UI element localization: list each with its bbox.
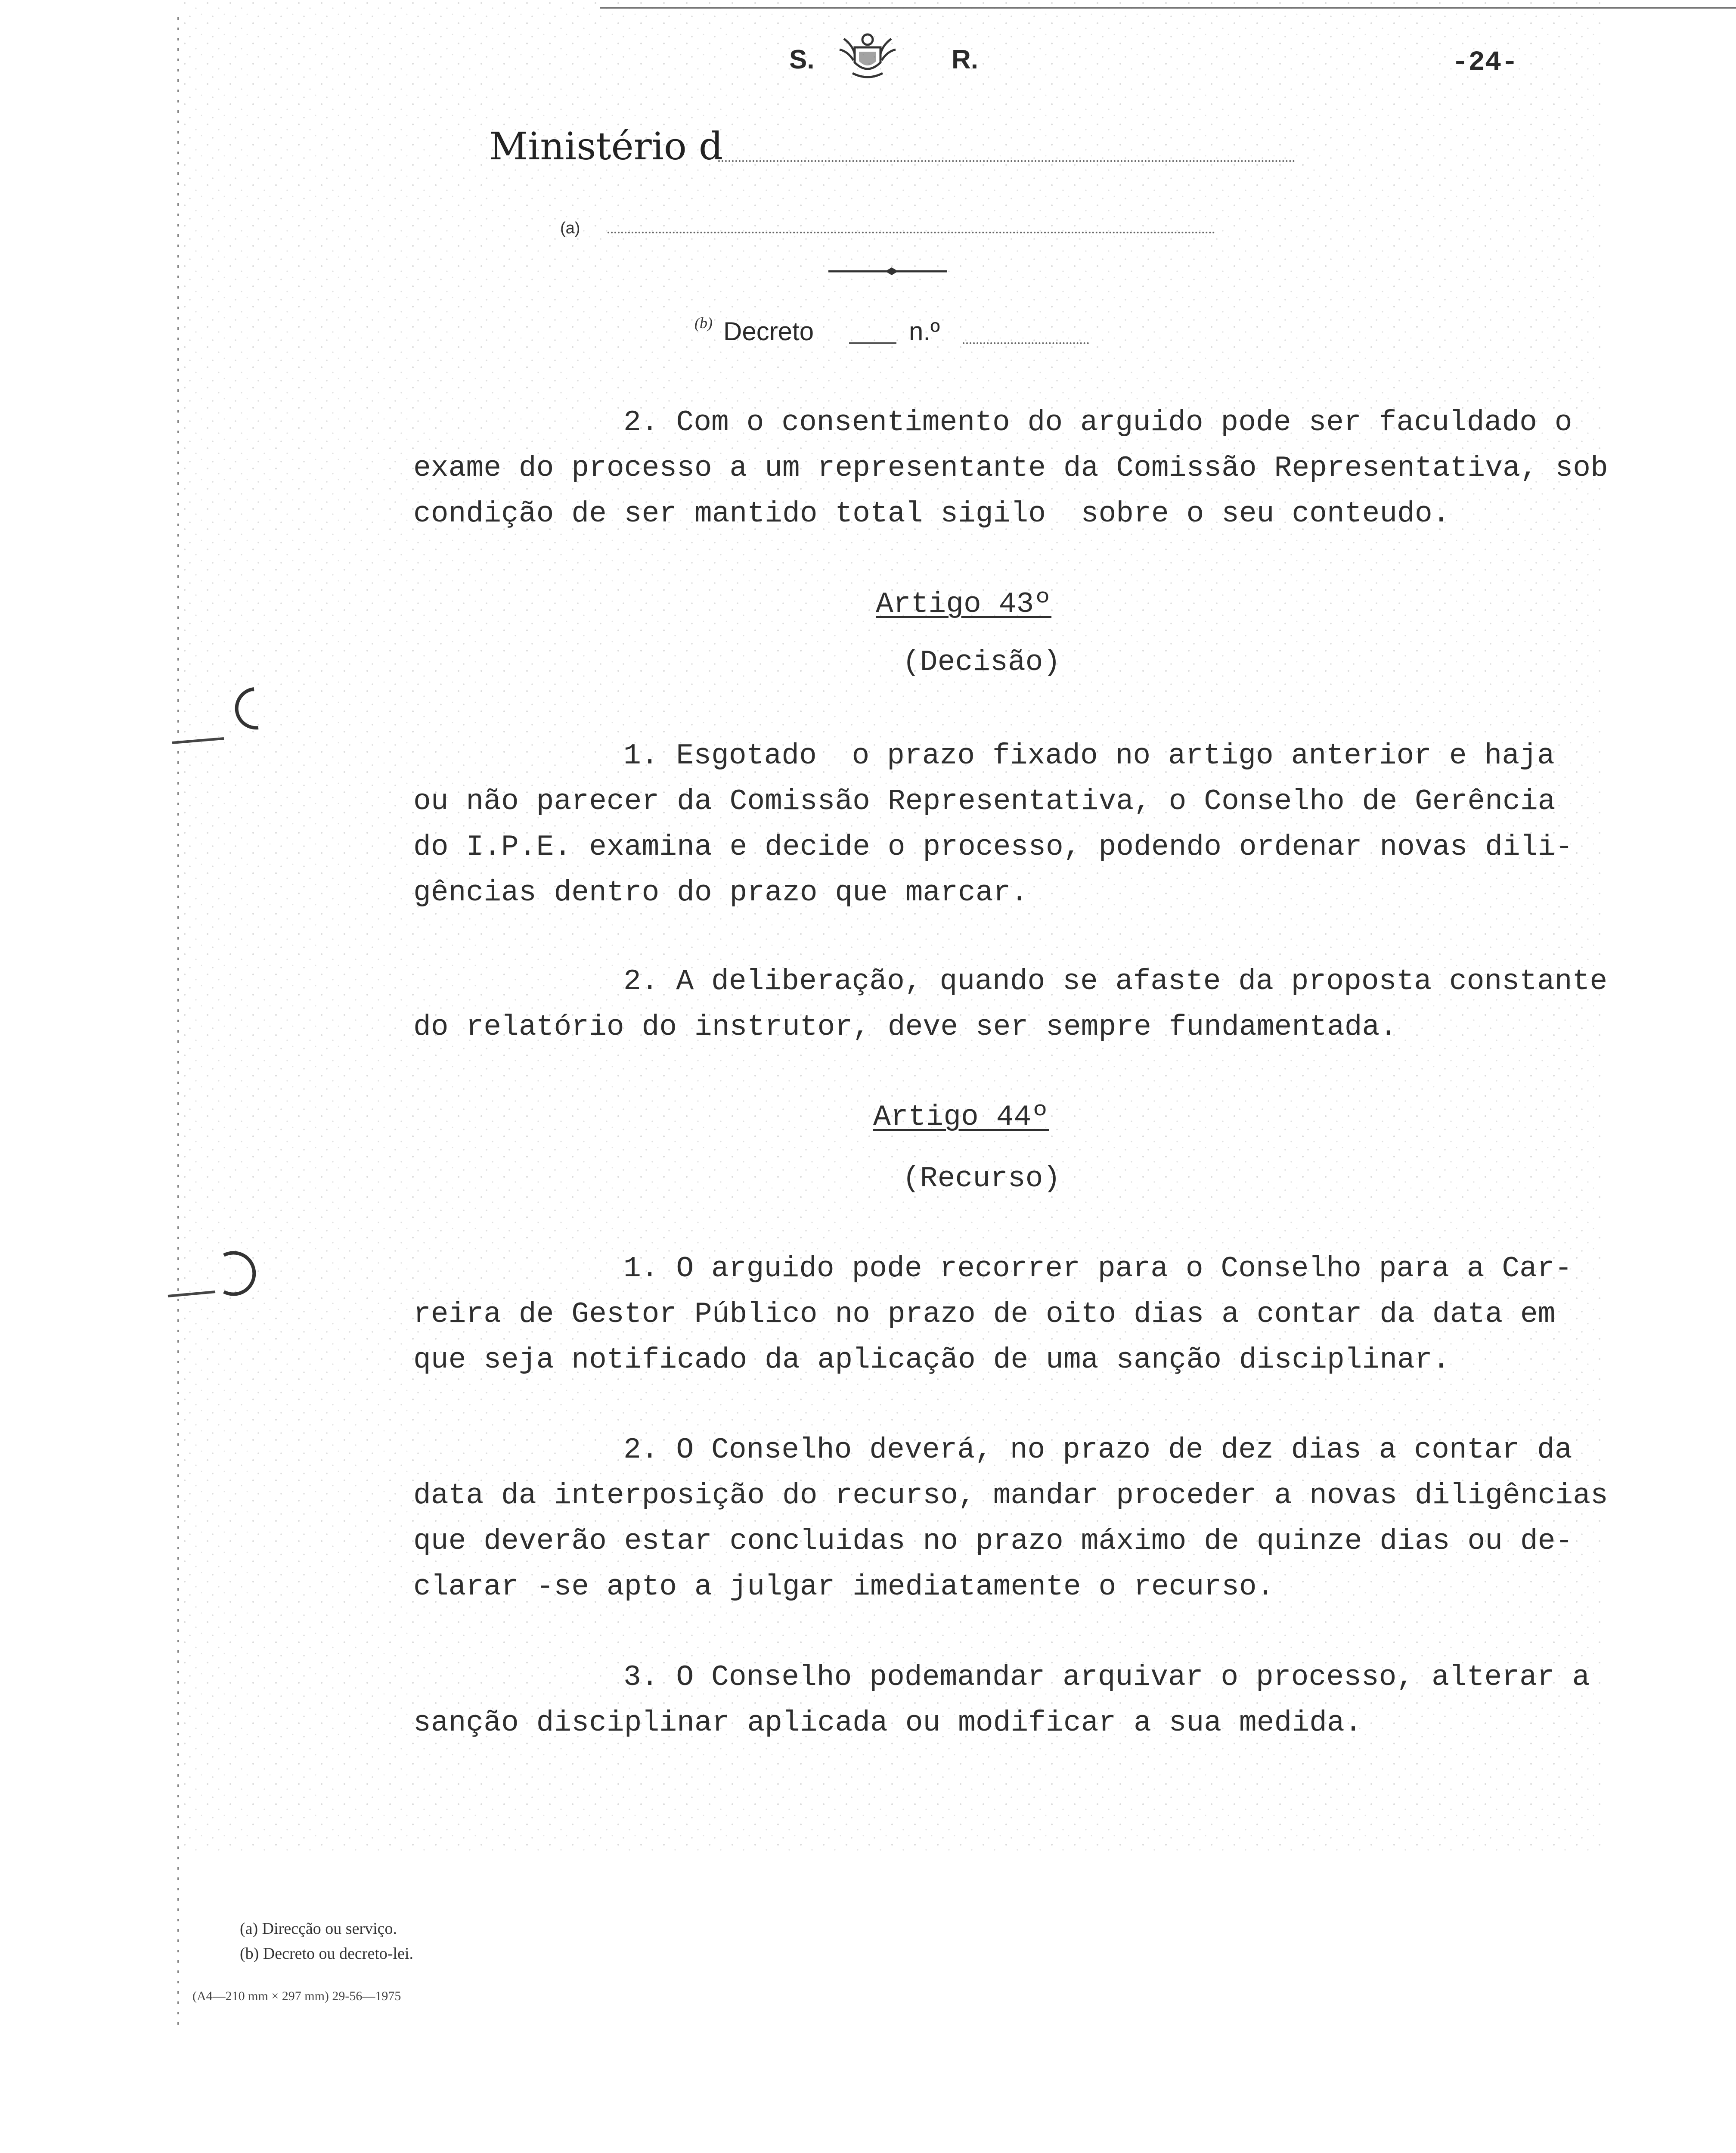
text-line: 1. Esgotado o prazo fixado no artigo anterior e haja — [623, 739, 1555, 772]
article-44-paragraph-1 — [413, 1246, 1662, 1383]
text-line: 1. O arguido pode recorrer para o Conselho para a Car- — [623, 1252, 1572, 1285]
article-44-heading: Artigo 44º — [873, 1101, 1049, 1134]
article-42-paragraph-2 — [413, 400, 1662, 537]
text-line: exame do processo a um representante da Comissão Representativa, sob — [413, 452, 1608, 485]
decree-footnote-marker: (b) — [694, 314, 713, 332]
text-line: 2. Com o consentimento do arguido pode ser faculdado o — [623, 406, 1572, 439]
text-line: reira de Gestor Público no prazo de oito dias a contar da data em — [413, 1298, 1556, 1331]
ministry-label: Ministério d — [489, 124, 723, 168]
header-letter-r: R. — [952, 45, 978, 74]
decree-label: Decreto — [723, 317, 814, 346]
text-line: do I.P.E. examina e decide o processo, podendo ordenar novas dili- — [413, 831, 1573, 864]
article-43-heading: Artigo 43º — [876, 588, 1052, 621]
footnote-a: (a) Direcção ou serviço. — [240, 1920, 397, 1938]
page-number: -24- — [1452, 47, 1518, 78]
text-line: condição de ser mantido total sigilo sobre o seu conteudo. — [413, 497, 1450, 530]
article-43-subtitle: (Decisão) — [902, 646, 1061, 679]
text-line: que deverão estar concluidas no prazo máximo de quinze dias ou de- — [413, 1525, 1573, 1558]
article-43-paragraph-1 — [413, 733, 1662, 916]
article-44-paragraph-2 — [413, 1427, 1662, 1610]
text-line: ou não parecer da Comissão Representativa, o Conselho de Gerência — [413, 785, 1556, 818]
coat-of-arms-icon — [835, 30, 900, 82]
form-code: (A4—210 mm × 297 mm) 29-56—1975 — [192, 1989, 401, 2003]
header-letter-s: S. — [789, 45, 815, 74]
article-44-subtitle: (Recurso) — [902, 1162, 1061, 1195]
ministry-blank-line — [718, 160, 1295, 162]
header-divider — [828, 265, 949, 278]
decree-number-label: n.º — [909, 317, 940, 346]
article-44-paragraph-3 — [413, 1655, 1662, 1746]
decree-number-blank — [963, 342, 1089, 344]
text-line: do relatório do instrutor, deve ser sempre fundamentada. — [413, 1011, 1398, 1044]
footnote-b: (b) Decreto ou decreto-lei. — [240, 1945, 414, 1963]
text-line: gências dentro do prazo que marcar. — [413, 876, 1029, 909]
line-a-blank — [608, 232, 1215, 233]
decree-blank-line — [849, 342, 896, 344]
text-line: clarar -se apto a julgar imediatamente o recurso. — [413, 1570, 1274, 1604]
text-line: 2. A deliberação, quando se afaste da proposta constante — [623, 965, 1608, 998]
text-line: data da interposição do recurso, mandar proceder a novas diligências — [413, 1479, 1608, 1512]
text-line: sanção disciplinar aplicada ou modificar a sua medida. — [413, 1706, 1362, 1740]
line-a-label: (a) — [560, 219, 580, 237]
text-line: 2. O Conselho deverá, no prazo de dez dias a contar da — [623, 1433, 1572, 1467]
article-43-paragraph-2 — [413, 959, 1662, 1050]
text-line: que seja notificado da aplicação de uma sanção disciplinar. — [413, 1343, 1450, 1377]
text-line: 3. O Conselho podemandar arquivar o processo, alterar a — [623, 1661, 1590, 1694]
